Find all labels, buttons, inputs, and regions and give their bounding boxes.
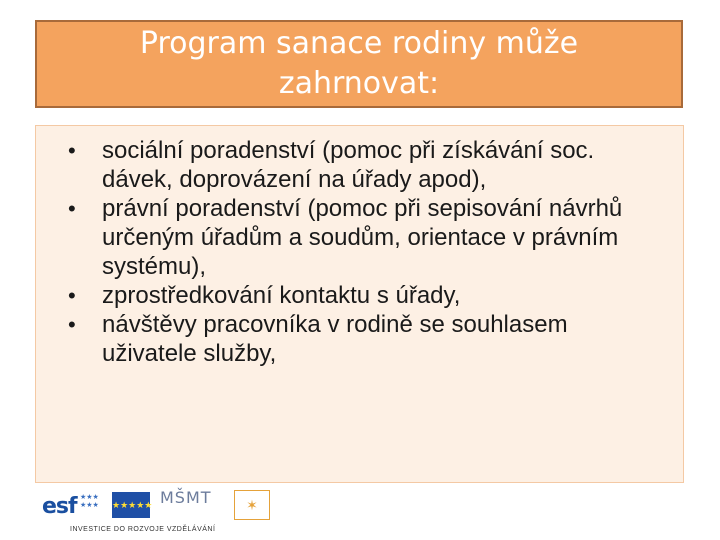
esf-logo <box>40 492 104 522</box>
bullet-list <box>36 126 683 368</box>
bullet-text: návštěvy pracovníka v rodině se souhlasem uživatele služby, <box>102 311 568 367</box>
eu-stars-icon: ★★★★★ <box>112 500 153 510</box>
bullet-text: zprostředkování kontaktu s úřady, <box>102 282 461 309</box>
slide-title-box <box>35 20 683 108</box>
msmt-logo-text: MŠMT <box>160 488 212 507</box>
slide-content <box>35 125 684 483</box>
bullet-item <box>68 136 663 194</box>
footer-logos <box>40 488 280 538</box>
bullet-icon: • <box>68 283 76 308</box>
bullet-icon: • <box>68 312 76 337</box>
bullet-item <box>68 281 663 310</box>
msmt-logo <box>160 488 230 520</box>
op-star-icon: ✶ <box>246 497 258 513</box>
bullet-icon: • <box>68 196 76 221</box>
bullet-text: sociální poradenství (pomoc při získávání soc. dávek, doprovázení na úřady apod), <box>102 137 595 193</box>
bullet-text: právní poradenství (pomoc při sepisování návrhů určeným úřadům a soudům, orientace v právním systému), <box>102 195 623 280</box>
bullet-item <box>68 194 663 281</box>
slide-title: Program sanace rodiny může zahrnovat: <box>139 26 579 101</box>
esf-logo-text: esf <box>42 494 77 519</box>
footer-caption: INVESTICE DO ROZVOJE VZDĚLÁVÁNÍ <box>70 526 216 533</box>
bullet-icon: • <box>68 138 76 163</box>
bullet-item <box>68 310 663 368</box>
eu-flag-logo <box>112 492 153 518</box>
esf-stars-icon: ★★★ ★★★ <box>80 494 99 509</box>
op-logo <box>234 490 270 520</box>
